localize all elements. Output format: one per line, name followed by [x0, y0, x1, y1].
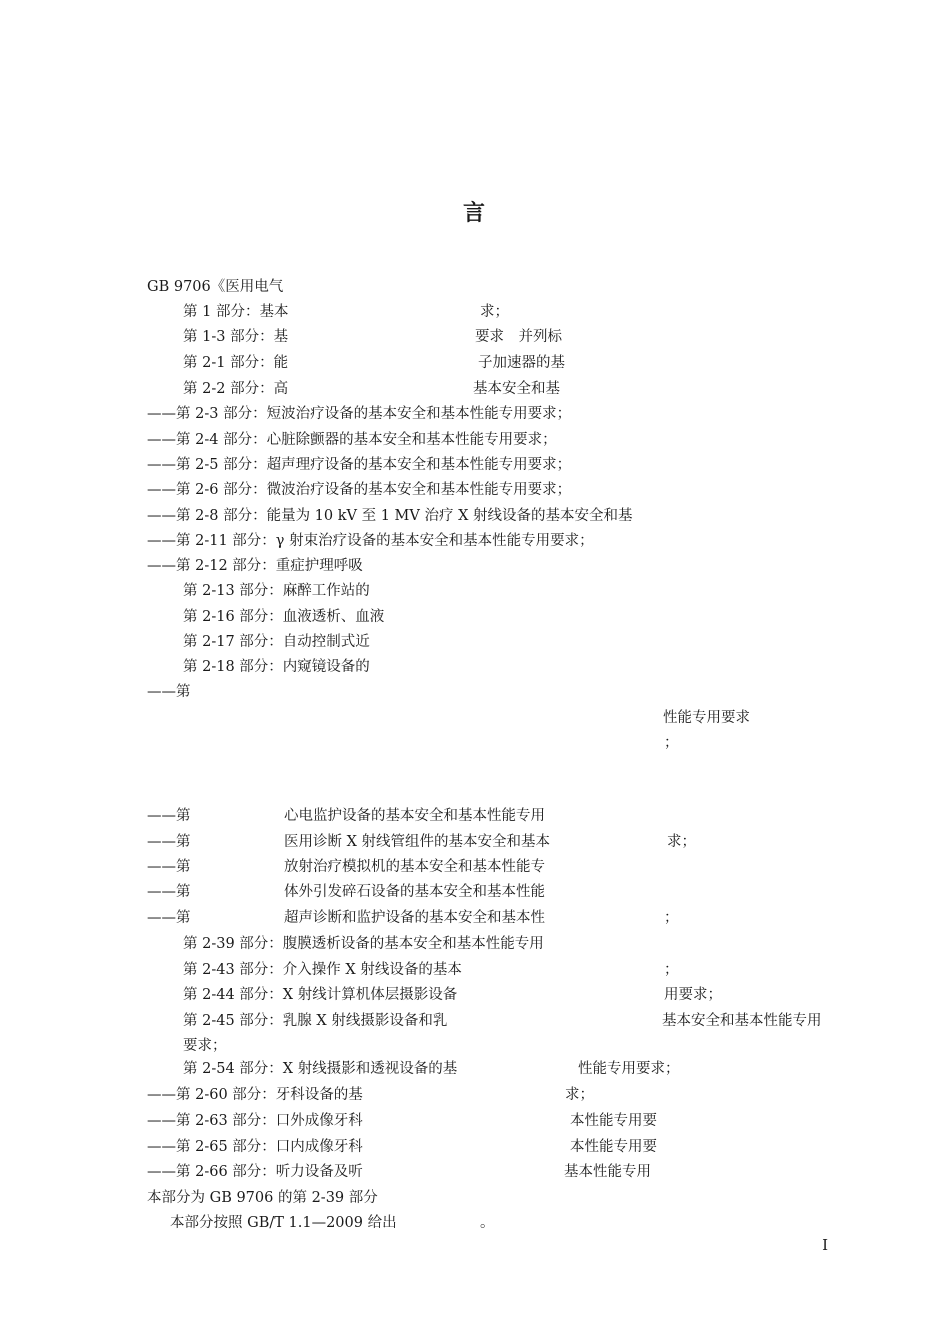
text-line: ——第 2-3 部分：短波治疗设备的基本安全和基本性能专用要求； [147, 406, 572, 422]
text-line: 第 2-17 部分：自动控制式近 [183, 634, 370, 650]
text-line: 第 2-18 部分：内窥镜设备的 [183, 659, 370, 675]
text-line: 第 2-1 部分：能 [183, 355, 289, 371]
text-line: 医用诊断 X 射线管组件的基本安全和基本 [284, 834, 551, 850]
text-line: 要求 并列标 [475, 329, 562, 345]
text-line: ——第 2-63 部分：口外成像牙科 [147, 1113, 363, 1129]
text-line: 性能专用要求； [578, 1061, 680, 1077]
text-line: ——第 2-5 部分：超声理疗设备的基本安全和基本性能专用要求； [147, 457, 572, 473]
text-line: ； [664, 735, 679, 751]
text-line: 求； [480, 304, 509, 320]
text-line: 心电监护设备的基本安全和基本性能专用 [284, 808, 545, 824]
text-line: 本性能专用要 [570, 1139, 657, 1155]
text-line: ——第 2-65 部分：口内成像牙科 [147, 1139, 363, 1155]
page-number: I [822, 1236, 828, 1254]
text-line: 第 2-39 部分：腹膜透析设备的基本安全和基本性能专用 [183, 936, 544, 952]
text-line: 。 [480, 1215, 495, 1231]
text-line: 子加速器的基 [478, 355, 565, 371]
text-line: 第 2-54 部分：X 射线摄影和透视设备的基 [183, 1061, 458, 1077]
text-line: 本性能专用要 [570, 1113, 657, 1129]
text-line: 第 2-2 部分：高 [183, 381, 289, 397]
text-line: ——第 2-11 部分：γ 射束治疗设备的基本安全和基本性能专用要求； [147, 533, 594, 549]
text-line: ——第 2-12 部分：重症护理呼吸 [147, 558, 363, 574]
text-line: 基本性能专用 [564, 1164, 651, 1180]
text-line: ——第 [147, 884, 191, 900]
text-line: 第 1 部分：基本 [183, 304, 289, 320]
text-line: ——第 [147, 808, 191, 824]
text-line: 要求； [183, 1038, 227, 1054]
text-line: ——第 2-8 部分：能量为 10 kV 至 1 MV 治疗 X 射线设备的基本安全和基 [147, 508, 633, 524]
text-line: 第 2-16 部分：血液透析、血液 [183, 609, 385, 625]
text-line: 第 2-44 部分：X 射线计算机体层摄影设备 [183, 987, 458, 1003]
text-line: 求； [565, 1087, 594, 1103]
text-line: 求； [667, 834, 696, 850]
text-line: ——第 2-4 部分：心脏除颤器的基本安全和基本性能专用要求； [147, 432, 557, 448]
text-line: 本部分为 GB 9706 的第 2-39 部分 [147, 1190, 378, 1206]
text-line: 基本安全和基 [473, 381, 560, 397]
text-line: ——第 [147, 910, 191, 926]
text-line: 超声诊断和监护设备的基本安全和基本性 [284, 910, 545, 926]
text-line: ； [664, 962, 679, 978]
text-line: ——第 2-6 部分：微波治疗设备的基本安全和基本性能专用要求； [147, 482, 572, 498]
text-line: ——第 2-66 部分：听力设备及听 [147, 1164, 363, 1180]
text-line: ——第 [147, 834, 191, 850]
text-line: ——第 [147, 684, 191, 700]
text-line: 本部分按照 GB/T 1.1—2009 给出 [170, 1215, 397, 1231]
text-line: GB 9706《医用电气 [147, 279, 284, 295]
text-line: ——第 [147, 859, 191, 875]
text-line: ——第 2-60 部分：牙科设备的基 [147, 1087, 363, 1103]
text-line: 第 2-43 部分：介入操作 X 射线设备的基本 [183, 962, 462, 978]
page-title: 言 [462, 200, 487, 226]
text-line: 用要求； [664, 987, 722, 1003]
text-line: 第 2-45 部分：乳腺 X 射线摄影设备和乳 [183, 1013, 448, 1029]
text-line: 基本安全和基本性能专用 [662, 1013, 822, 1029]
text-line: 第 2-13 部分：麻醉工作站的 [183, 583, 370, 599]
text-line: ； [664, 910, 679, 926]
text-line: 体外引发碎石设备的基本安全和基本性能 [284, 884, 545, 900]
text-line: 第 1-3 部分：基 [183, 329, 289, 345]
text-line: 放射治疗模拟机的基本安全和基本性能专 [284, 859, 545, 875]
text-line: 性能专用要求 [663, 710, 750, 726]
